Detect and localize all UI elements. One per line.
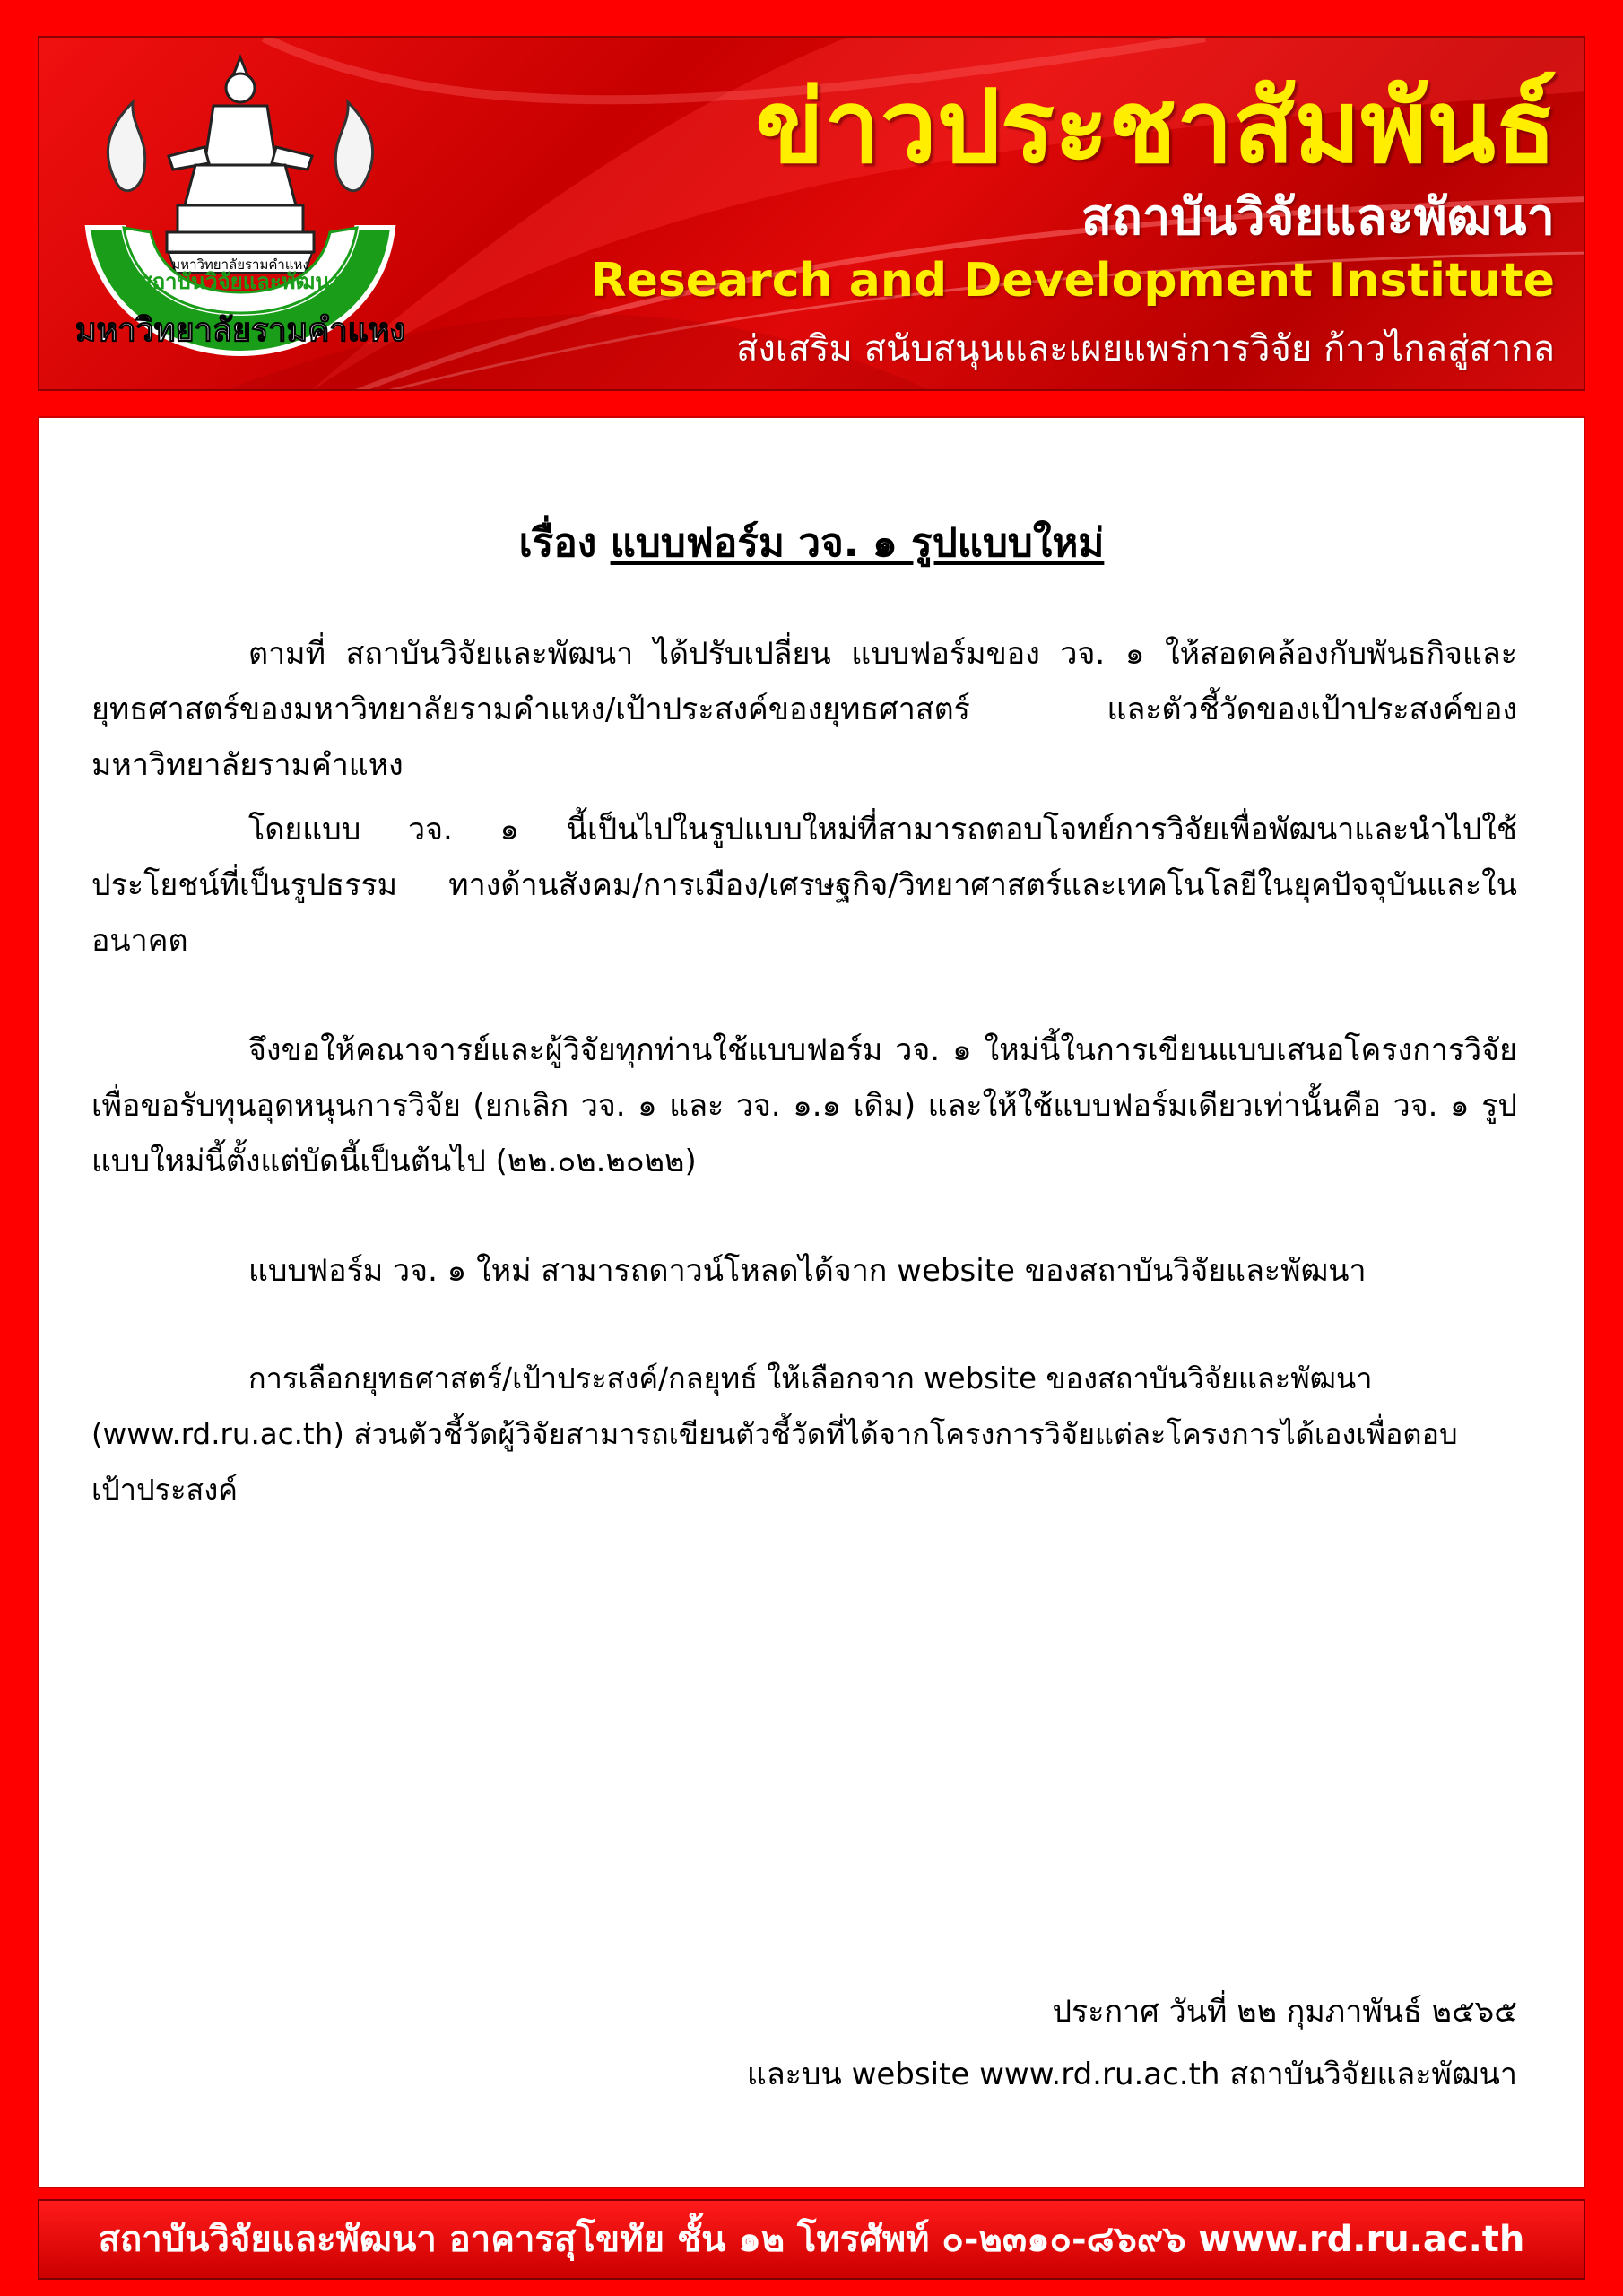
title-subject: แบบฟอร์ม วจ. ๑ รูปแบบใหม่ — [610, 520, 1105, 566]
institute-slogan: ส่งเสริม สนับสนุนและเผยแพร่การวิจัย ก้าวไกลสู่สากล — [735, 328, 1555, 370]
title-prefix: เรื่อง — [518, 520, 597, 566]
paragraph-5: การเลือกยุทธศาสตร์/เป้าประสงค์/กลยุทธ์ ให้เลือกจาก website ของสถาบันวิจัยและพัฒนา (www.rd.ru.ac.th) ส่วนตัวชี้วัดผู้วิจัยสามารถเขียนตัวชี้วัดที่ได้จากโครงการวิจัยแต่ละโครงการได้เองเพื่อตอบเป้าประสงค์ — [91, 1361, 1458, 1507]
announce-date: ประกาศ วันที่ ๒๒ กุมภาพันธ์ ๒๕๖๕ — [1052, 1994, 1517, 2030]
announcement-body — [38, 416, 1585, 2188]
footer-contact-bar: สถาบันวิจัยและพัฒนา อาคารสุโขทัย ชั้น ๑๒ โทรศัพท์ ๐-๒๓๑๐-๘๖๙๖ www.rd.ru.ac.th — [38, 2199, 1585, 2280]
university-emblem-icon — [61, 48, 420, 380]
paragraph-1: ตามที่ สถาบันวิจัยและพัฒนา ได้ปรับเปลี่ยน แบบฟอร์มของ วจ. ๑ ให้สอดคล้องกับพันธกิจและยุทธศาสตร์ของมหาวิทยาลัยรามคำแหง/เป้าประสงค์ของยุทธศาสตร์ และตัวชี้วัดของเป้าประสงค์ของมหาวิทยาลัยรามคำแหง — [91, 636, 1517, 783]
news-title: ข่าวประชาสัมพันธ์ — [755, 69, 1557, 186]
header-banner — [38, 36, 1585, 391]
paragraph-2: โดยแบบ วจ. ๑ นี้เป็นไปในรูปแบบใหม่ที่สามารถตอบโจทย์การวิจัยเพื่อพัฒนาและนำไปใช้ประโยชน์ที่เป็นรูปธรรม ทางด้านสังคม/การเมือง/เศรษฐกิจ/วิทยาศาสตร์และเทคโนโลยีในยุคปัจจุบันและในอนาคต — [91, 812, 1517, 959]
logo-ribbon-green-text: สถาบันวิจัยและพัฒนา — [138, 269, 343, 294]
institute-name-en: Research and Development Institute — [590, 254, 1555, 308]
document-title — [39, 517, 1584, 570]
paragraph-3: จึงขอให้คณาจารย์และผู้วิจัยทุกท่านใช้แบบฟอร์ม วจ. ๑ ใหม่นี้ในการเขียนแบบเสนอโครงการวิจัยเพื่อขอรับทุนอุดหนุนการวิจัย (ยกเลิก วจ. ๑ และ วจ. ๑.๑ เดิม) และให้ใช้แบบฟอร์มเดียวเท่านั้นคือ วจ. ๑ รูปแบบใหม่นี้ตั้งแต่บัดนี้เป็นต้นไป (๒๒.๐๒.๒๐๒๒) — [91, 1032, 1517, 1179]
announce-web: และบน website www.rd.ru.ac.th สถาบันวิจัยและพัฒนา — [746, 2057, 1517, 2092]
paragraph-4: แบบฟอร์ม วจ. ๑ ใหม่ สามารถดาวน์โหลดได้จาก website ของสถาบันวิจัยและพัฒนา — [248, 1253, 1367, 1289]
document-text — [91, 626, 1517, 1518]
logo-top-text: มหาวิทยาลัยรามคำแหง — [171, 257, 309, 273]
logo-ribbon-white-text: มหาวิทยาลัยรามคำแหง — [74, 312, 406, 349]
institute-name-th: สถาบันวิจัยและพัฒนา — [1081, 188, 1555, 247]
announcement-signoff — [747, 1980, 1517, 2106]
